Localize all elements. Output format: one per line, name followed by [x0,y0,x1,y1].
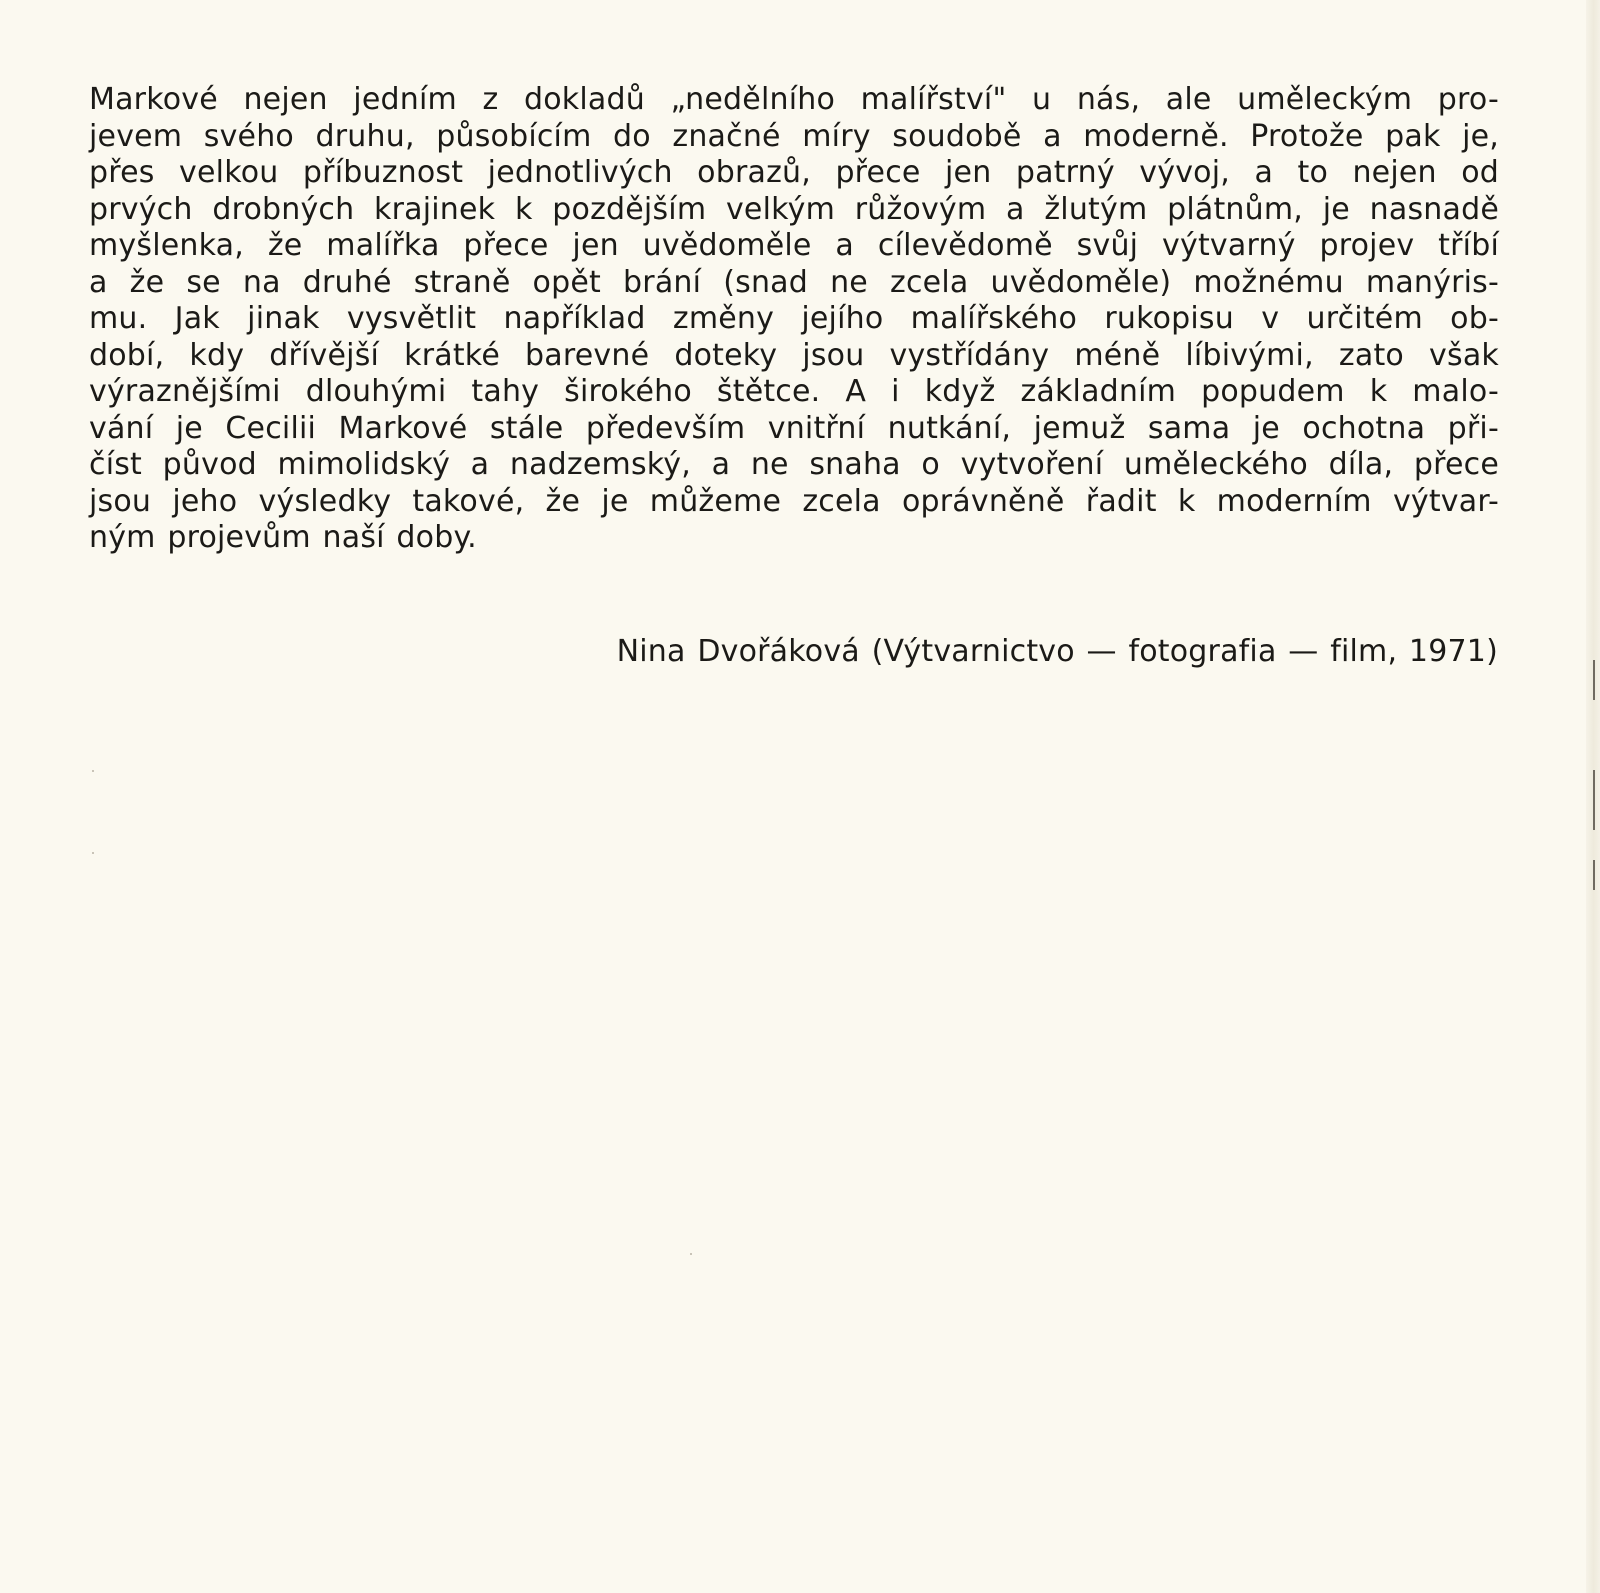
paragraph-line: přes velkou příbuznost jednotlivých obrazů, přece jen patrný vývoj, a to nejen od [89,155,1499,190]
body-paragraph [89,82,1499,557]
paper-speck [92,852,94,854]
paper-speck [690,1253,692,1255]
paragraph-line: dobí, kdy dřívější krátké barevné doteky jsou vystřídány méně líbivými, zato však [89,337,1499,373]
paragraph-line: Markové nejen jedním z dokladů „nedělního malířství" u nás, ale uměleckým pro- [89,82,1499,117]
binding-mark [1593,770,1595,830]
paragraph-line: mu. Jak jinak vysvětlit například změny jejího malířského rukopisu v určitém ob- [89,301,1499,336]
paragraph-line: a že se na druhé straně opět brání (snad ne zcela uvědoměle) možnému manýris- [89,264,1499,300]
paragraph-line: číst původ mimolidský a nadzemský, a ne snaha o vytvoření uměleckého díla, přece [89,447,1499,482]
paragraph-line: ným projevům naší doby. [89,520,477,555]
paragraph-line: prvých drobných krajinek k pozdějším velkým růžovým a žlutým plátnům, je nasnadě [89,191,1499,227]
paragraph-line: vání je Cecilii Markové stále především vnitřní nutkání, jemuž sama je ochotna při- [89,410,1499,446]
paper-speck [92,770,94,772]
paragraph-line: myšlenka, že malířka přece jen uvědoměle a cílevědomě svůj výtvarný projev tříbí [89,228,1499,263]
page-binding-edge [1586,0,1600,1593]
paragraph-line: jsou jeho výsledky takové, že je můžeme zcela oprávněně řadit k moderním výtvar- [89,483,1499,519]
paragraph-line: výraznějšími dlouhými tahy širokého štětce. A i když základním popudem k malo- [89,374,1499,409]
binding-mark [1593,860,1595,890]
paragraph-line: jevem svého druhu, působícím do značné míry soudobě a moderně. Protože pak je, [89,118,1499,154]
binding-mark [1593,660,1595,700]
attribution-line: Nina Dvořáková (Výtvarnictvo — fotografia — film, 1971) [616,634,1498,669]
